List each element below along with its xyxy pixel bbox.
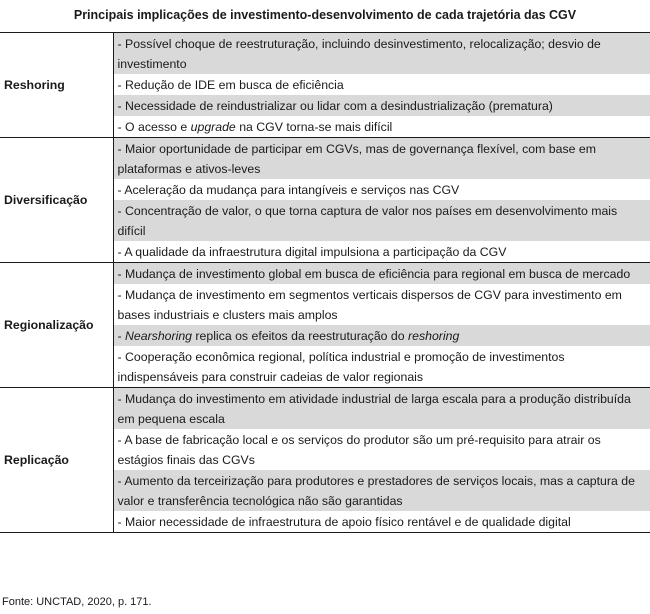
implication-cell xyxy=(113,200,650,241)
category-cell: Regionalização xyxy=(0,263,113,388)
source-note: Fonte: UNCTAD, 2020, p. 171. xyxy=(2,596,152,608)
implication-text: na CGV torna-se mais difícil xyxy=(235,120,393,134)
category-cell: Replicação xyxy=(0,388,113,533)
implication-text: - Necessidade de reindustrializar ou lidar com a desindustrialização (prematura) xyxy=(117,99,553,113)
table-row xyxy=(0,33,650,75)
implication-cell xyxy=(113,138,650,180)
implication-cell xyxy=(113,325,650,346)
implication-cell xyxy=(113,74,650,95)
implication-text: - A qualidade da infraestrutura digital impulsiona a participação da CGV xyxy=(117,245,507,259)
implication-text: - Aceleração da mudança para intangíveis e serviços nas CGV xyxy=(117,183,460,197)
implication-text: - Possível choque de reestruturação, incluindo desinvestimento, relocalização; desvio de investimento xyxy=(117,37,601,71)
table-row xyxy=(0,138,650,180)
implication-cell xyxy=(113,388,650,430)
implication-text: - A base de fabricação local e os serviços do produtor são um pré-requisito para atrair os estágios finais das CGVs xyxy=(117,433,601,467)
category-cell: Diversificação xyxy=(0,138,113,263)
implication-cell xyxy=(113,116,650,138)
category-cell: Reshoring xyxy=(0,33,113,138)
implication-text: - Mudança de investimento em segmentos verticais dispersos de CGV para investimento em bases industriais e clusters mais amplos xyxy=(117,288,622,322)
implications-table xyxy=(0,32,650,533)
implication-text: - Maior oportunidade de participar em CGVs, mas de governança flexível, com base em plataformas e ativos-leves xyxy=(117,142,596,176)
implication-cell xyxy=(113,179,650,200)
italic-term: reshoring xyxy=(408,329,460,343)
implication-cell xyxy=(113,429,650,470)
table-row xyxy=(0,263,650,285)
implication-cell xyxy=(113,511,650,533)
table-title: Principais implicações de investimento-desenvolvimento de cada trajetória das CGV xyxy=(73,8,577,22)
implication-text: - Aumento da terceirização para produtores e prestadores de serviços locais, mas a captura de valor e transferência tecnológica não são garantidas xyxy=(117,474,635,508)
implication-text: replica os efeitos da reestruturação do xyxy=(192,329,409,343)
implication-text: - Redução de IDE em busca de eficiência xyxy=(117,78,344,92)
implication-text: - Mudança de investimento global em busca de eficiência para regional em busca de mercado xyxy=(117,267,631,281)
implication-cell xyxy=(113,263,650,285)
table-row xyxy=(0,388,650,430)
implication-text: - O acesso e xyxy=(117,120,191,134)
implication-cell xyxy=(113,284,650,325)
implication-cell xyxy=(113,470,650,511)
implication-text: - Concentração de valor, o que torna captura de valor nos países em desenvolvimento mais difícil xyxy=(117,204,618,238)
implication-cell xyxy=(113,33,650,75)
italic-term: Nearshoring xyxy=(125,329,193,343)
implication-cell xyxy=(113,241,650,263)
implication-text: - xyxy=(117,329,126,343)
italic-term: upgrade xyxy=(190,120,236,134)
implication-text: - Mudança do investimento em atividade industrial de larga escala para a produção distribuída em pequena escala xyxy=(117,392,631,426)
implication-cell xyxy=(113,95,650,116)
implication-cell xyxy=(113,346,650,388)
implication-text: - Maior necessidade de infraestrutura de apoio físico rentável e de qualidade digital xyxy=(117,515,571,529)
implication-text: - Cooperação econômica regional, política industrial e promoção de investimentos indispensáveis para construir cadeias de valor regionais xyxy=(117,350,565,384)
